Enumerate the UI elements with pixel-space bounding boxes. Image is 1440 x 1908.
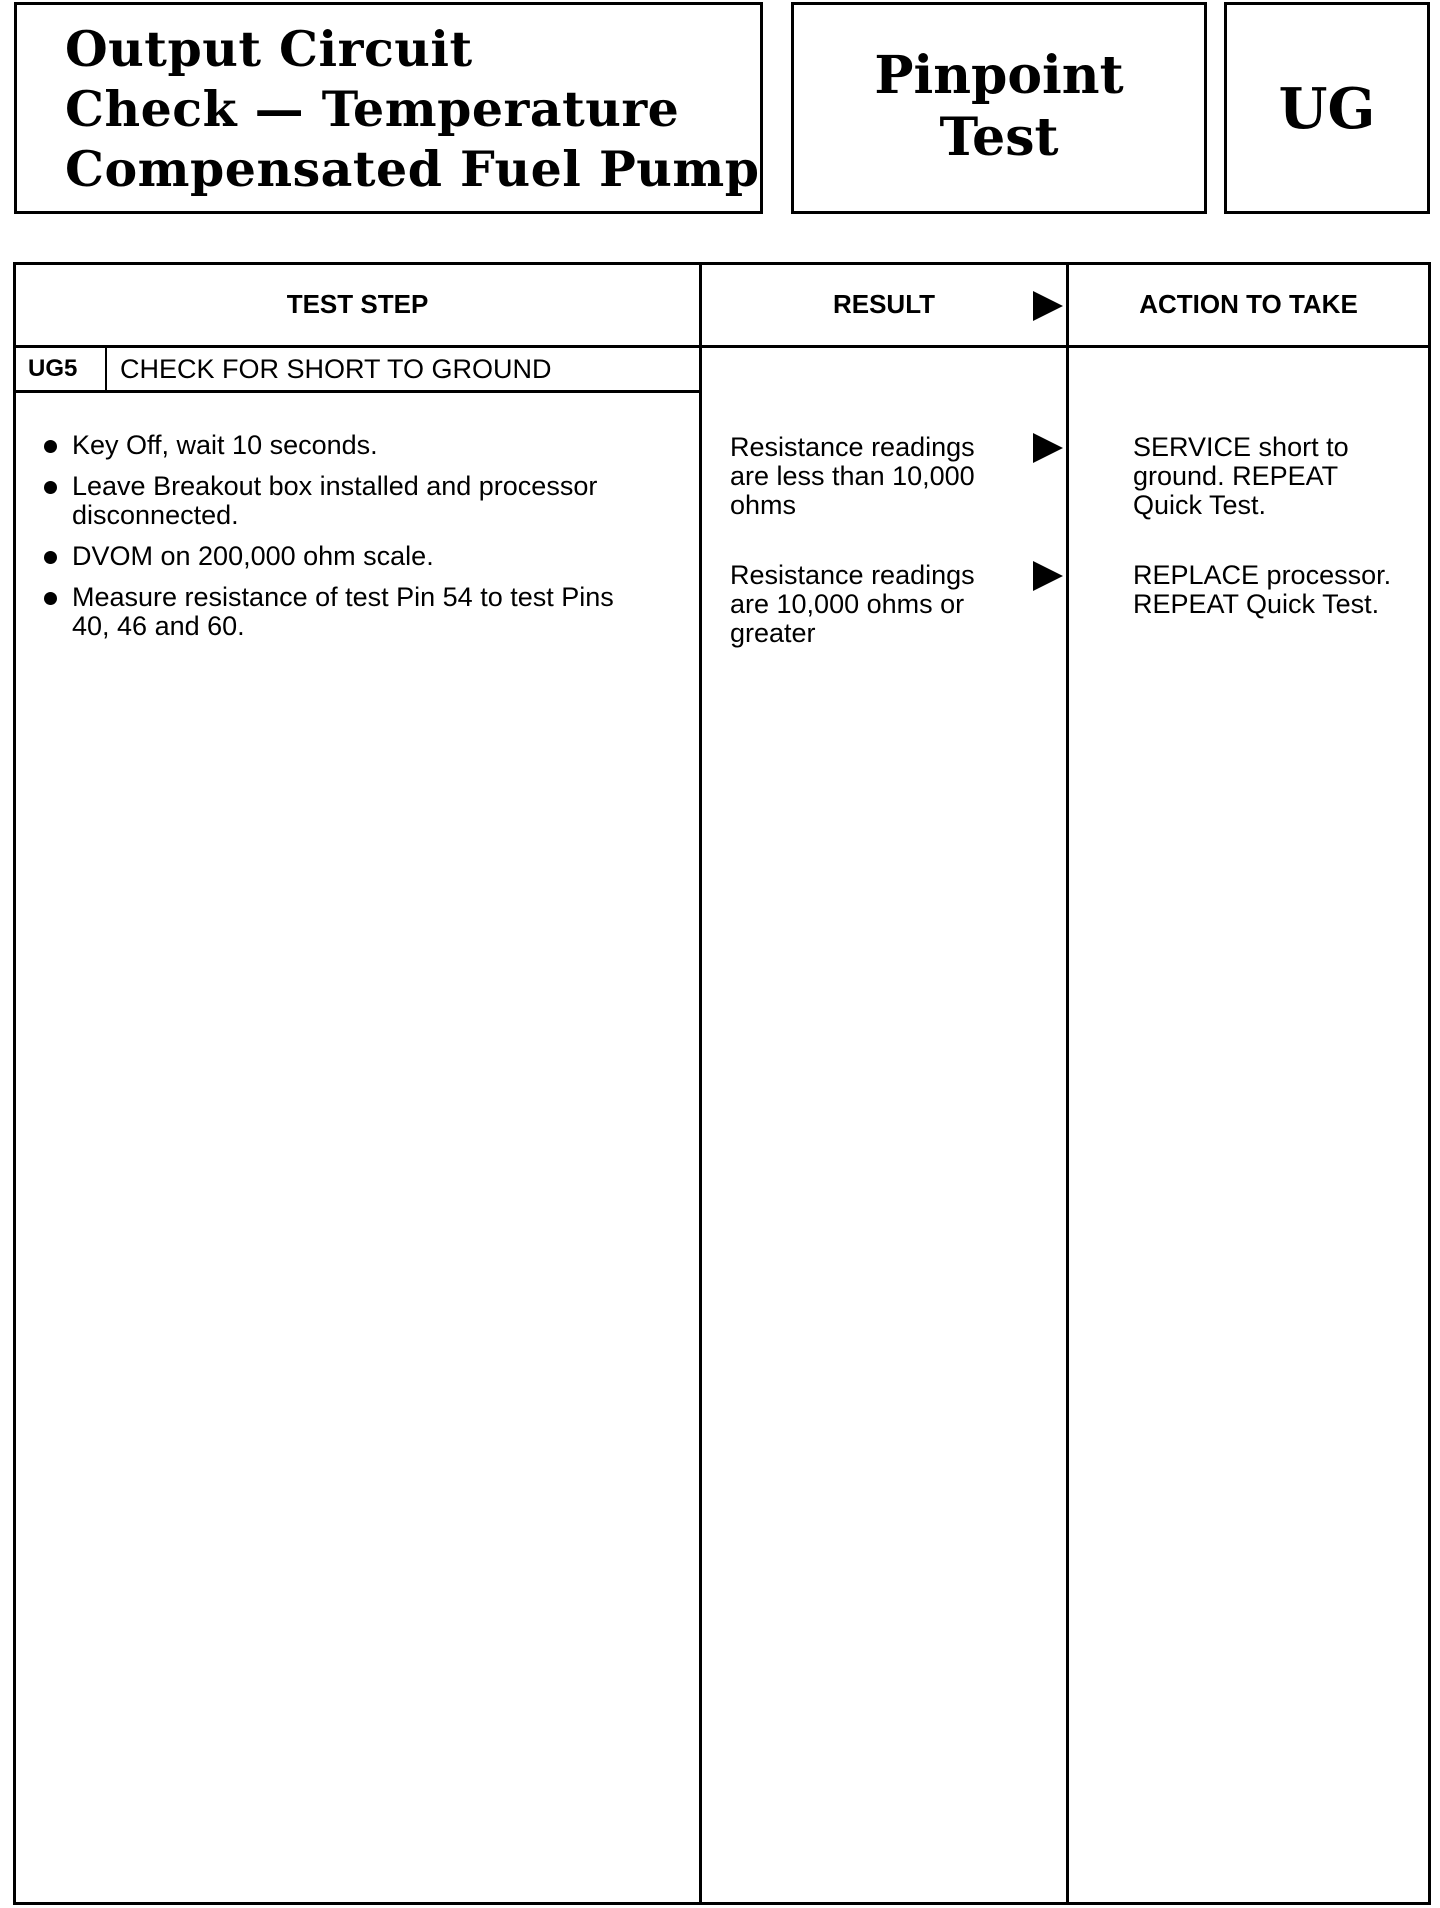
list-item [42, 542, 682, 571]
result-cell [730, 433, 975, 520]
result-cell [730, 561, 975, 648]
bullet-icon [44, 440, 57, 453]
arrow-right-icon [1033, 433, 1063, 463]
list-item [42, 583, 682, 641]
column-header-result: RESULT [832, 289, 936, 319]
action-line: SERVICE short to [1133, 432, 1349, 462]
instruction-line: Leave Breakout box installed and processor [72, 471, 598, 501]
step-instructions [42, 431, 682, 653]
action-cell [1133, 433, 1349, 520]
list-item [42, 472, 682, 530]
title-line: Output Circuit [65, 20, 473, 78]
result-line: greater [730, 618, 816, 648]
step-code: UG5 [28, 355, 78, 382]
instruction-line: 40, 46 and 60. [72, 611, 245, 641]
result-line: are less than 10,000 [730, 461, 975, 491]
column-divider [1066, 265, 1069, 1902]
instruction-line: DVOM on 200,000 ohm scale. [72, 541, 434, 571]
arrow-right-icon [1033, 291, 1063, 321]
pinpoint-line: Pinpoint [874, 45, 1124, 106]
pinpoint-test-box [791, 2, 1207, 214]
action-cell [1133, 561, 1391, 619]
title-line: Check — Temperature [65, 80, 680, 138]
bullet-icon [44, 551, 57, 564]
result-line: Resistance readings [730, 432, 975, 462]
result-line: ohms [730, 490, 797, 520]
result-line: Resistance readings [730, 560, 975, 590]
step-title-rule [16, 390, 702, 393]
action-line: ground. REPEAT [1133, 461, 1339, 491]
bullet-icon [44, 481, 57, 494]
test-code: UG [1278, 76, 1376, 142]
column-divider [699, 265, 702, 1902]
result-line: are 10,000 ohms or [730, 589, 965, 619]
test-code-box [1224, 2, 1430, 214]
pinpoint-line: Test [939, 107, 1059, 168]
page-title [65, 19, 760, 199]
action-line: REPLACE processor. [1133, 560, 1392, 590]
arrow-right-icon [1033, 561, 1063, 591]
action-line: REPEAT Quick Test. [1133, 589, 1380, 619]
list-item [42, 431, 682, 460]
pinpoint-test-label [794, 45, 1204, 169]
instruction-line: Key Off, wait 10 seconds. [72, 430, 378, 460]
instruction-line: Measure resistance of test Pin 54 to test Pins [72, 582, 614, 612]
step-title: CHECK FOR SHORT TO GROUND [120, 354, 552, 384]
step-code-divider [105, 348, 107, 390]
column-header-test-step: TEST STEP [286, 289, 429, 319]
instruction-line: disconnected. [72, 500, 239, 530]
title-line: Compensated Fuel Pump [65, 140, 760, 198]
action-line: Quick Test. [1133, 490, 1267, 520]
pinpoint-table [13, 262, 1431, 1905]
column-header-action: ACTION TO TAKE [1139, 289, 1358, 319]
bullet-icon [44, 592, 57, 605]
title-box [14, 2, 763, 214]
header-rule [16, 345, 1428, 348]
